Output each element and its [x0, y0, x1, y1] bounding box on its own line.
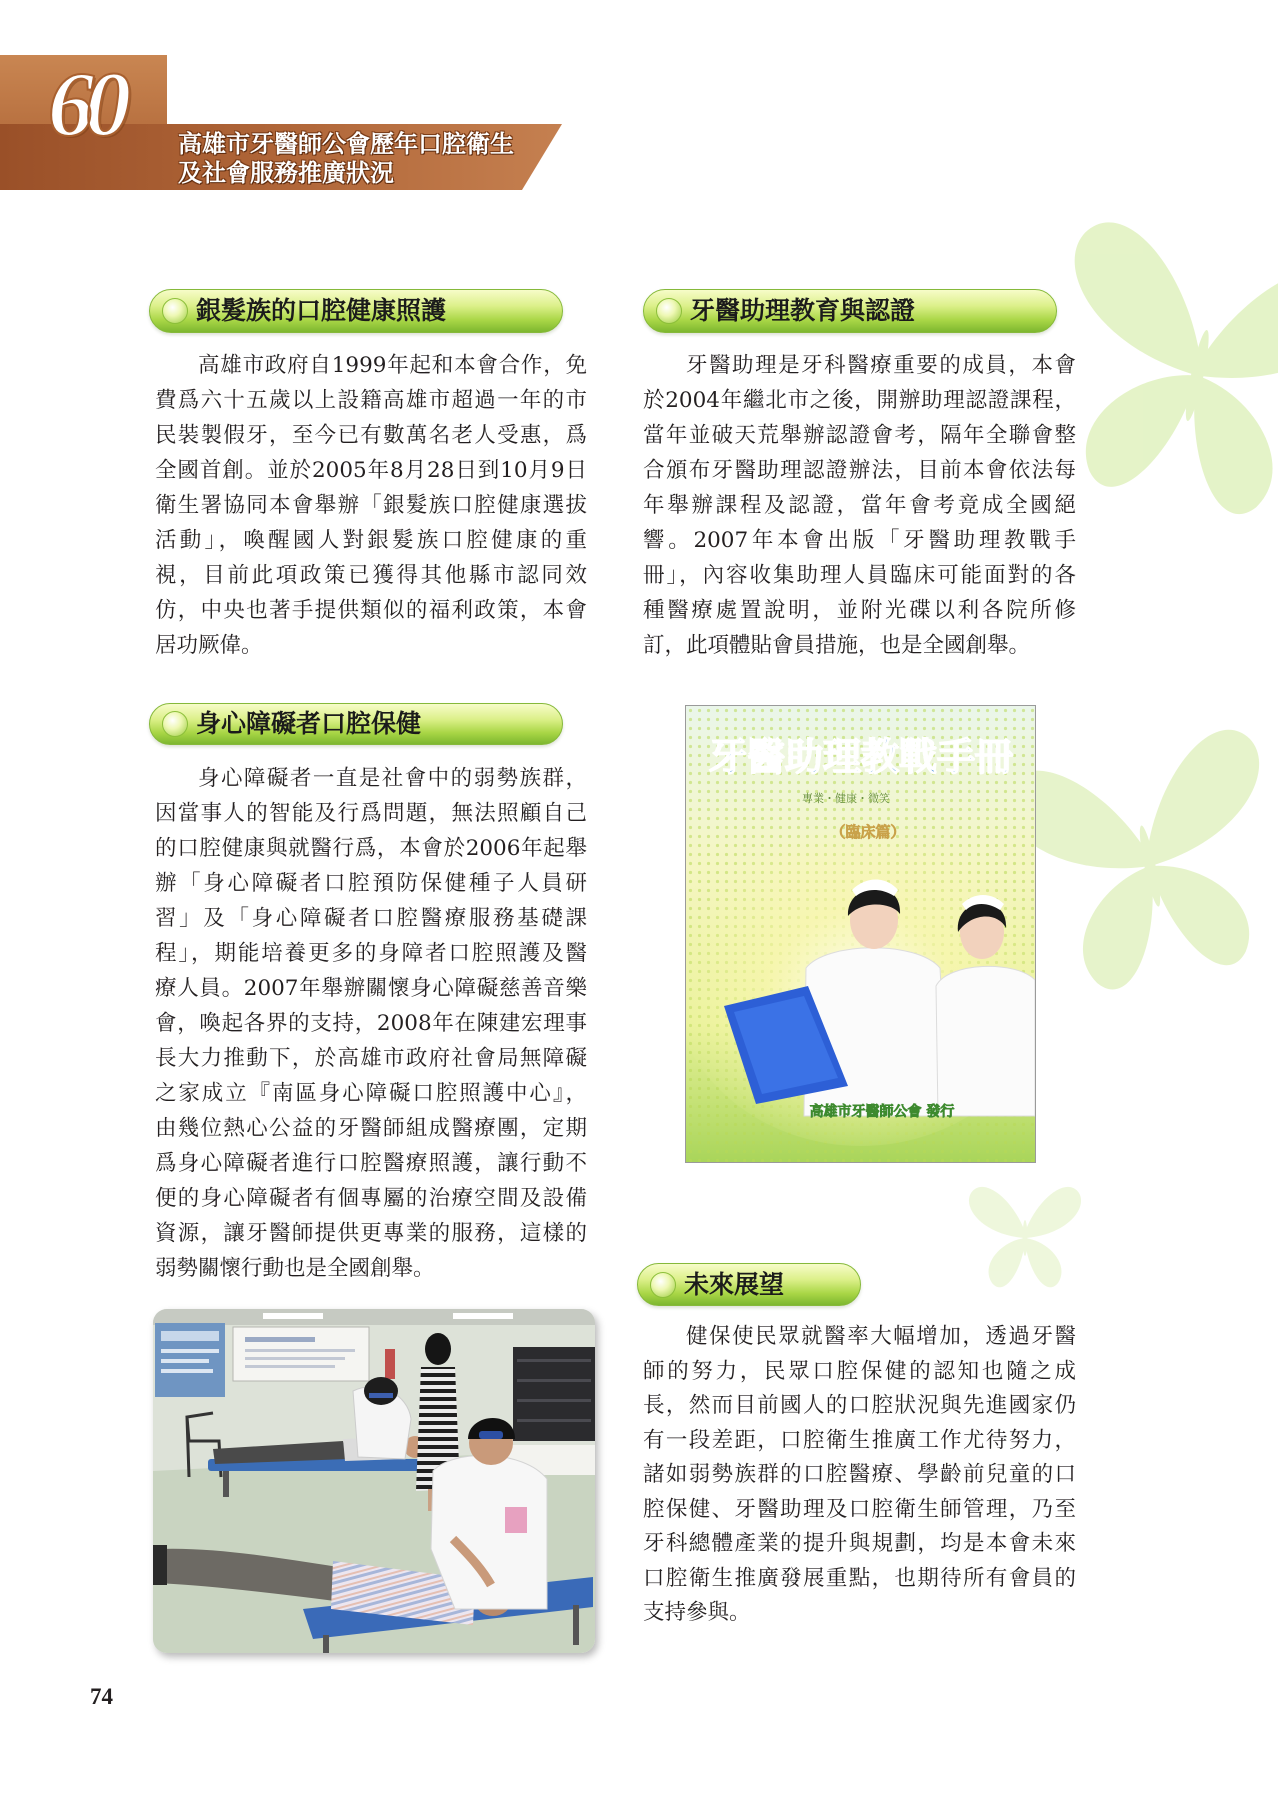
butterfly-icon [969, 1187, 1081, 1287]
section-heading-text: 銀髮族的口腔健康照護 [196, 296, 447, 325]
paragraph-line: 爲身心障礙者進行口腔醫療照護，讓行動不 [155, 1151, 587, 1176]
paragraph-line: 冊」，內容收集助理人員臨床可能面對的各 [643, 563, 1076, 588]
paragraph-line: 視，目前此項政策已獲得其他縣市認同效 [155, 563, 587, 588]
heading-bullet-icon [162, 298, 188, 324]
heading-bullet-icon [162, 711, 188, 737]
paragraph-line: 響。2007年本會出版「牙醫助理教戰手 [643, 528, 1076, 553]
paragraph-line: 諸如弱勢族群的口腔醫療、學齡前兒童的口 [643, 1462, 1076, 1487]
paragraph-line: 合頒布牙醫助理認證辦法，目前本會依法每 [643, 458, 1076, 483]
header-title-line: 高雄市牙醫師公會歷年口腔衛生 [178, 130, 514, 158]
book-cover-image [685, 705, 1036, 1163]
paragraph-line: 高雄市政府自1999年起和本會合作，免 [198, 353, 587, 378]
book-title: 牙醫助理教戰手冊 [708, 735, 1014, 779]
paragraph-line: 有一段差距，口腔衛生推廣工作尤待努力， [643, 1427, 1076, 1453]
paragraph-line: 活動」，喚醒國人對銀髮族口腔健康的重 [155, 528, 587, 553]
paragraph-line: 療人員。2007年舉辦關懷身心障礙慈善音樂 [155, 976, 587, 1001]
paragraph-line: 健保使民眾就醫率大幅增加，透過牙醫 [686, 1324, 1076, 1349]
paragraph-line: 師的努力，民眾口腔保健的認知也隨之成 [643, 1358, 1076, 1384]
paragraph-line: 年舉辦課程及認證，當年會考竟成全國絕 [643, 493, 1076, 518]
heading-bullet-icon [650, 1272, 676, 1298]
paragraph-line: 全國首創。並於2005年8月28日到10月9日 [155, 458, 587, 483]
paragraph-line: 長，然而目前國人的口腔狀況與先進國家仍 [643, 1393, 1076, 1418]
section-paragraph [643, 348, 1076, 663]
dental-care-photo [153, 1309, 595, 1653]
book-subtitle: （臨床篇） [830, 823, 906, 841]
paragraph-line: 衛生署協同本會舉辦「銀髮族口腔健康選拔 [155, 493, 587, 518]
anniversary-logo: 60 [48, 53, 122, 155]
paragraph-line: 資源，讓牙醫師提供更專業的服務，這樣的 [155, 1221, 587, 1246]
paragraph-line: 腔保健、牙醫助理及口腔衛生師管理，乃至 [643, 1496, 1076, 1522]
paragraph-line: 牙醫助理是牙科醫療重要的成員，本會 [686, 353, 1076, 378]
paragraph-line: 辦「身心障礙者口腔預防保健種子人員研 [155, 871, 587, 896]
photo-scene [153, 1309, 595, 1653]
paragraph-line: 當年並破天荒舉辦認證會考，隔年全聯會整 [643, 423, 1076, 448]
book-publisher: 高雄市牙醫師公會 發行 [809, 1104, 955, 1120]
book-tagline: 專業・健康・微笑 [802, 792, 890, 805]
section-paragraph [643, 1320, 1076, 1631]
paragraph-line: 口腔衛生推廣發展重點，也期待所有會員的 [643, 1565, 1076, 1591]
paragraph-line: 種醫療處置說明，並附光碟以利各院所修 [643, 598, 1076, 623]
paragraph-line: 牙科總體產業的提升與規劃，均是本會未來 [643, 1531, 1076, 1556]
section-paragraph [155, 761, 587, 1286]
paragraph-line: 訂，此項體貼會員措施，也是全國創舉。 [643, 633, 1031, 658]
section-heading [643, 289, 1057, 333]
paragraph-line: 便的身心障礙者有個專屬的治療空間及設備 [155, 1186, 587, 1211]
book-cover-art [686, 706, 1035, 1162]
header-title-line: 及社會服務推廣狀況 [178, 159, 394, 187]
paragraph-line: 的口腔健康與就醫行爲，本會於2006年起舉 [155, 836, 587, 861]
heading-bullet-icon [656, 298, 682, 324]
section-heading-text: 牙醫助理教育與認證 [690, 296, 916, 325]
paragraph-line: 之家成立『南區身心障礙口腔照護中心』， [155, 1081, 587, 1106]
paragraph-line: 因當事人的智能及行爲問題，無法照顧自己 [155, 801, 587, 826]
paragraph-line: 弱勢關懷行動也是全國創舉。 [155, 1256, 435, 1281]
paragraph-line: 身心障礙者一直是社會中的弱勢族群， [198, 766, 587, 791]
paragraph-line: 會，喚起各界的支持，2008年在陳建宏理事 [155, 1011, 587, 1036]
section-heading-text: 未來展望 [684, 1270, 785, 1299]
section-heading [149, 289, 563, 333]
paragraph-line: 居功厥偉。 [155, 633, 263, 658]
paragraph-line: 長大力推動下，於高雄市政府社會局無障礙 [155, 1046, 587, 1071]
page-number: 74 [90, 1684, 113, 1709]
paragraph-line: 由幾位熱心公益的牙醫師組成醫療團，定期 [155, 1116, 587, 1141]
paragraph-line: 仿，中央也著手提供類似的福利政策，本會 [155, 598, 587, 623]
paragraph-line: 民裝製假牙，至今已有數萬名老人受惠，爲 [155, 423, 587, 448]
section-paragraph [155, 348, 587, 663]
paragraph-line: 費爲六十五歲以上設籍高雄市超過一年的市 [155, 388, 587, 413]
page-header-title [178, 130, 514, 188]
paragraph-line: 習」及「身心障礙者口腔醫療服務基礎課 [155, 906, 587, 931]
section-heading-text: 身心障礙者口腔保健 [196, 709, 422, 738]
paragraph-line: 程」，期能培養更多的身障者口腔照護及醫 [155, 941, 587, 966]
section-heading [149, 703, 563, 745]
wall-poster [155, 1323, 225, 1397]
paragraph-line: 於2004年繼北市之後，開辦助理認證課程， [643, 388, 1076, 413]
butterfly-icon [999, 724, 1278, 1004]
section-heading [637, 1263, 861, 1306]
paragraph-line: 支持參與。 [643, 1600, 751, 1625]
